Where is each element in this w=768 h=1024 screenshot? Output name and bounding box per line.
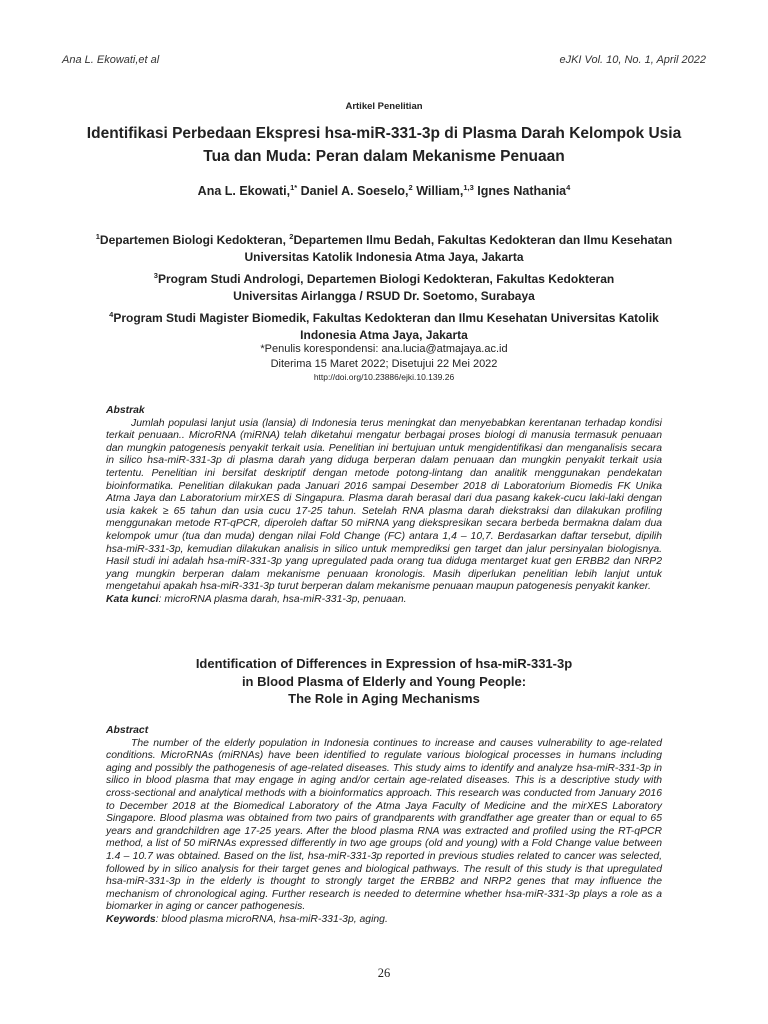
affiliations: [60, 228, 708, 344]
paper-title-english: [60, 655, 708, 708]
author-list: [0, 183, 768, 198]
paper-title-indonesian: [55, 122, 713, 168]
abstract-heading: Abstrak: [106, 405, 145, 416]
running-header-journal: eJKI Vol. 10, No. 1, April 2022: [559, 54, 706, 66]
affiliation-line: [60, 306, 708, 327]
keywords-text: : microRNA plasma darah, hsa-miR-331-3p, penuaan.: [158, 593, 407, 605]
author-affil-mark: 1,3: [463, 183, 474, 192]
affiliation-line: Universitas Airlangga / RSUD Dr. Soetomo, Surabaya: [233, 289, 535, 304]
author-name: Daniel A. Soeselo,: [297, 184, 409, 199]
keywords-text: : blood plasma microRNA, hsa-miR-331-3p, aging.: [155, 913, 388, 925]
affil-text: Departemen Ilmu Bedah, Fakultas Kedokteran dan Ilmu Kesehatan: [293, 233, 673, 247]
keywords-line: [106, 594, 662, 607]
title-line: Tua dan Muda: Peran dalam Mekanisme Penuaan: [203, 148, 565, 165]
abstract-body: The number of the elderly population in Indonesia continues to increase and causes vulnerability to age-related conditions. MicroRNAs (miRNAs) have been identified to regulate various biological processes in humans including aging and possibly the pathogenesis of age-related diseases. This study aims to identify and analyze hsa-miR-331-3p in silico in blood plasma that may engage in aging and/or certain age-related diseases. This is a descriptive study with cross-sectional and analytical methods with a bioinformatics approach. This research was conducted from January 2016 to December 2018 at the Biomedical Laboratory of the Atma Jaya Faculty of Medicine and the mirXES Laboratory Singapore. Blood plasma was obtained from two pairs of grandparents with grandfather age greater than or equal to 65 years and grandchildren age 17-25 years. After the blood plasma RNA was extracted and profiled using the RT-qPCR method, a list of 50 miRNAs expressed differently in two age groups (old and young) with a Fold Change value between 1.4 – 10.7 was obtained. Based on the list, hsa-miR-331-3p reported in previous studies related to cancer was selected, followed by in silico analysis for their target genes and biological pathways. The result of this study is that upregulated hsa-miR-331-3p in the elderly is thought to strongly target the ERBB2 and NRP2 genes that may influence the mechanism of chronological aging. Further research is needed to determine whether hsa-miR-331-3p plays a role as a biomarker in aging or cancer pathogenesis.: [106, 737, 662, 913]
author-affil-mark: 2: [408, 183, 413, 192]
article-type-label: Artikel Penelitian: [345, 101, 423, 112]
keywords-label: Kata kunci: [106, 593, 159, 605]
keywords-label: Keywords: [106, 913, 156, 925]
affiliation-line: Indonesia Atma Jaya, Jakarta: [300, 328, 468, 343]
title-line: Identification of Differences in Expression of hsa-miR-331-3p: [195, 656, 573, 671]
affil-mark: 3: [153, 270, 158, 280]
affil-mark: 4: [109, 309, 114, 319]
author-affil-mark: 1*: [290, 183, 298, 192]
affiliation-line: [60, 228, 708, 249]
affil-text: Departemen Biologi Kedokteran,: [99, 233, 290, 247]
doi-link[interactable]: http://doi.org/10.23886/ejki.10.139.26: [313, 372, 455, 382]
affil-text: Program Studi Magister Biomedik, Fakultas Kedokteran dan Ilmu Kesehatan Universitas Katolik: [113, 310, 659, 325]
title-line: The Role in Aging Mechanisms: [288, 691, 480, 706]
author-name: William,: [412, 184, 464, 199]
affil-mark: 2: [289, 232, 294, 241]
keywords-line: [106, 914, 662, 927]
abstract-indonesian: [106, 405, 662, 607]
affil-mark: 1: [95, 232, 100, 241]
author-name: Ignes Nathania: [473, 184, 567, 199]
correspondence-email: *Penulis korespondensi: ana.lucia@atmajaya.ac.id: [260, 343, 508, 355]
submission-dates: Diterima 15 Maret 2022; Disetujui 22 Mei 2022: [270, 358, 498, 370]
affil-text: Program Studi Andrologi, Departemen Biologi Kedokteran, Fakultas Kedokteran: [157, 271, 615, 286]
author-name: Ana L. Ekowati,: [197, 184, 291, 199]
author-affil-mark: 4: [566, 183, 571, 192]
abstract-body: Jumlah populasi lanjut usia (lansia) di Indonesia terus meningkat dan menyebabkan kerentanan terhadap kondisi terkait penuaan.. MicroRNA (miRNA) telah diketahui mengatur berbagai proses biologi di manusia termasuk penuaan dan mungkin patogenesis penyakit terkait usia. Penelitian ini bertujuan untuk mengidentifikasi dan menganalisis secara in silico hsa-miR-331-3p di plasma darah yang diduga berperan dalam penuaan dan mungkin penyakit terkait usia tertentu. Penelitian ini bersifat deskriptif dengan metode potong-lintang dan analitik menggunakan pendekatan bioinformatika. Penelitian dilakukan pada Januari 2016 sampai Desember 2018 di Laboratorium Biomedis FK Unika Atma Jaya dan Laboratorium mirXES di Singapura. Plasma darah berasal dari dua pasang kakek-cucu laki-laki dengan usia kakek ≥ 65 tahun dan usia cucu 17-25 tahun. Setelah RNA plasma darah diekstraksi dan dilakukan profiling menggunakan metode RT-qPCR, diperoleh daftar 50 miRNA yang diekspresikan secara berbeda bermakna dalam dua kelompok umur (tua dan muda) dengan nilai Fold Change (FC) antara 1,4 – 10,7. Berdasarkan daftar tersebut, dipilih hsa-miR-331-3p, kemudian dilakukan analisis in silico untuk memprediksi gen target dan jalur persinyalan biologisnya. Hasil studi ini adalah hsa-miR-331-3p yang upregulated pada orang tua diduga mentarget kuat gen ERBB2 dan NRP2 yang mungkin berperan dalam mekanisme penuaan kronologis. Masih diperlukan penelitian lebih lanjut untuk mengetahui apakah hsa-miR-331-3p turut berperan dalam mekanisme penuaan maupun patogenesis penyakit kanker.: [106, 417, 662, 593]
abstract-english: [106, 725, 662, 927]
title-line: in Blood Plasma of Elderly and Young People:: [241, 673, 527, 689]
title-line: Identifikasi Perbedaan Ekspresi hsa-miR-331-3p di Plasma Darah Kelompok Usia: [86, 125, 682, 142]
abstract-heading: Abstract: [106, 725, 149, 736]
affiliation-line: Universitas Katolik Indonesia Atma Jaya, Jakarta: [244, 250, 524, 265]
affiliation-line: [60, 267, 708, 288]
running-header-author: Ana L. Ekowati,et al: [62, 54, 160, 66]
correspondence-block: [0, 342, 768, 372]
page-number: 26: [377, 966, 391, 980]
